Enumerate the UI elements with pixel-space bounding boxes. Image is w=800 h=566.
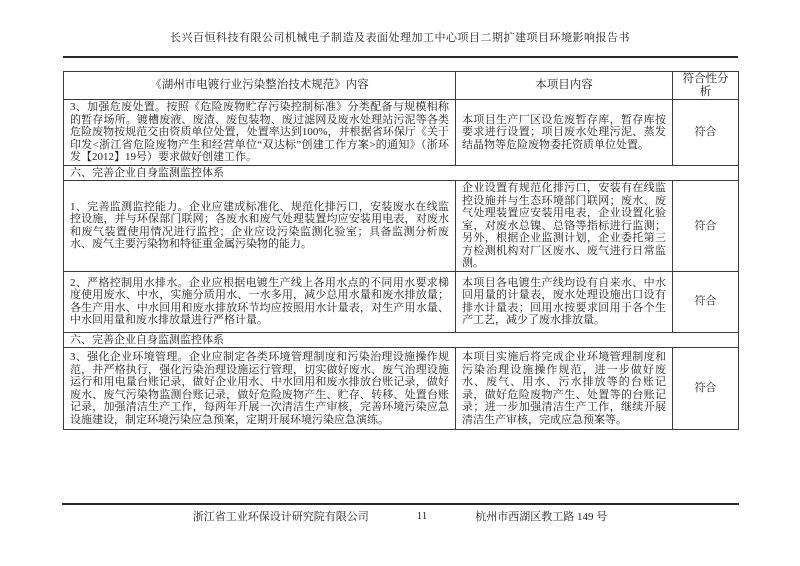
footer-address: 杭州市西湖区教工路 149 号 (475, 511, 608, 523)
table-row (64, 271, 739, 332)
compliance-cell: 符合 (673, 271, 739, 332)
header-divider (63, 56, 738, 58)
column-header-spec: 《湖州市电镀行业污染整治技术规范》内容 (64, 72, 456, 100)
column-header-project: 本项目内容 (456, 72, 673, 100)
table-row (64, 181, 739, 272)
section-row (64, 165, 739, 181)
project-cell: 本项目生产厂区设危废暂存库，暂存库按要求进行设置；项目废水处理污泥、蒸发结晶物等危险废物委托资质单位处置。 (456, 100, 673, 166)
section-row (64, 332, 739, 348)
document-header-title: 长兴百恒科技有限公司机械电子制造及表面处理加工中心项目二期扩建项目环境影响报告书 (170, 32, 630, 44)
spec-cell: 3、加强危废处置。按照《危险废物贮存污染控制标准》分类配备与规模相称的暂存场所。镀槽废液、废渣、废包装物、废过滤网及废水处理站污泥等各类危险废物按规范交由资质单位处置，处置率达到100%，并根据省环保厅《关于印发<浙江省危险废物产生和经营单位“双达标”创建工作方案>的通知》（浙环发【2012】19号）要求做好创建工作。 (64, 100, 456, 166)
section-title: 六、完善企业自身监测监控体系 (64, 165, 739, 181)
compliance-cell: 符合 (673, 181, 739, 272)
footer-divider (62, 503, 739, 505)
table-row (64, 100, 739, 166)
table-header-row (64, 72, 739, 100)
project-cell: 本项目各电镀生产线均设有自来水、中水回用量的计量表，废水处理设施出口设有排水计量表；回用水按要求回用于各个生产工艺，减少了废水排放量。 (456, 271, 673, 332)
footer-page-number: 11 (416, 510, 428, 522)
footer-company: 浙江省工业环保设计研究院有限公司 (192, 511, 369, 523)
table-row (64, 348, 739, 430)
document-footer (0, 508, 800, 524)
spec-cell: 1、完善监测监控能力。企业应建成标准化、规范化排污口，安装废水在线监控设施，并与环保部门联网；各废水和废气处理装置均应安装用电表，对废水和废气装置使用情况进行监控；企业应设污染监测化验室；具备监测分析废水、废气主要污染物和特征重金属污染物的能力。 (64, 181, 456, 272)
spec-cell: 3、强化企业环境管理。企业应制定各类环境管理制度和污染治理设施操作规范，并严格执行，强化污染治理设施运行管理，切实做好废水、废气治理设施运行和用电量台账记录，做好企业用水、中水回用和废水排放台账记录，做好废水、废气污染物监测台账记录，做好危险废物产生、贮存、转移、处置台账记录，加强清洁生产工作，每两年开展一次清洁生产审核，完善环境污染应急设施建设，制定环境污染应急预案，定期开展环境污染应急演练。 (64, 348, 456, 430)
section-title: 六、完善企业自身监测监控体系 (64, 332, 739, 348)
project-cell: 企业设置有规范化排污口，安装有在线监控设施并与生态环境部门联网；废水、废气处理装置应安装用电表，企业设置化验室，对废水总镍、总铬等指标进行监测；另外，根据企业监测计划，企业委托第三方检测机构对厂区废水、废气进行日常监测。 (456, 181, 673, 272)
compliance-cell: 符合 (673, 348, 739, 430)
spec-cell: 2、严格控制用水排水。企业应根据电镀生产线上各用水点的不同用水要求梯度使用废水、中水，实施分质用水、一水多用，减少总用水量和废水排放量；各生产用水、中水回用和废水排放环节均应按照用水计量表，对生产用水量、中水回用量和废水排放量进行严格计量。 (64, 271, 456, 332)
compliance-table (63, 71, 739, 430)
project-cell: 本项目实施后将完成企业环境管理制度和污染治理设施操作规范，进一步做好废水、废气、用水、污水排放等的台账记录，做好危险废物产生、处置等的台账记录；进一步加强清洁生产工作，继续开展清洁生产审核，完成应急预案等。 (456, 348, 673, 430)
compliance-cell: 符合 (673, 100, 739, 166)
column-header-compliance: 符合性分析 (673, 72, 739, 100)
